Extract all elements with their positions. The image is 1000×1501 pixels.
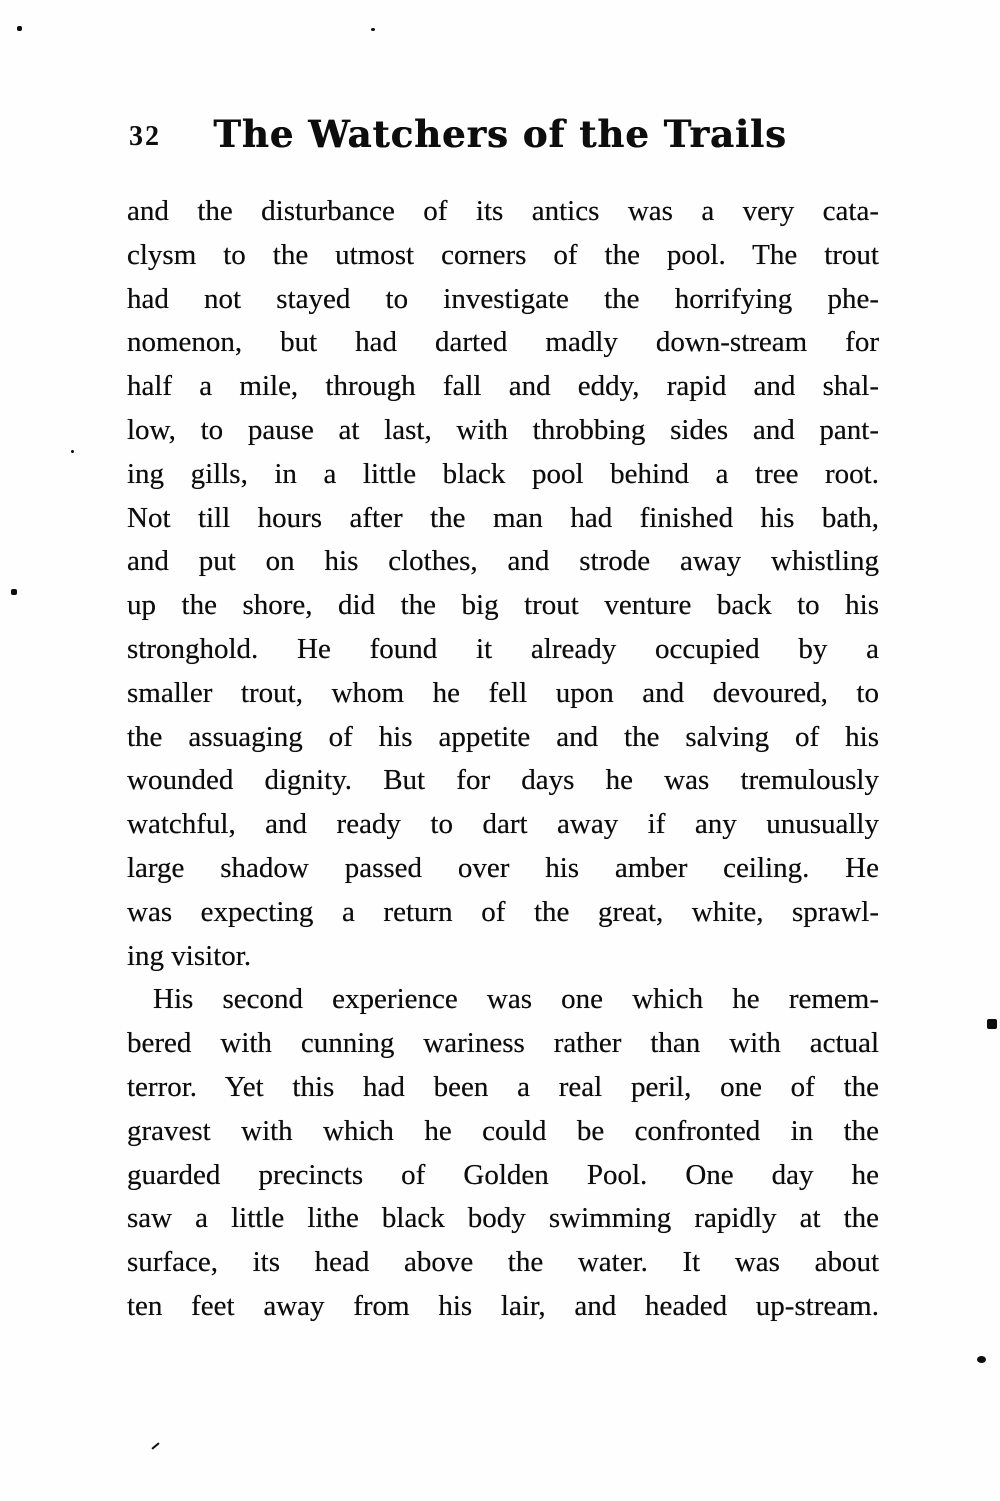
text-line: ten feet away from his lair, and headed up-stream. [127, 1289, 879, 1322]
text-line: and the disturbance of its antics was a very cata- [127, 195, 879, 227]
text-line: nomenon, but had darted madly down-stream for [127, 326, 879, 359]
scan-speck [71, 450, 74, 453]
text-line: clysm to the utmost corners of the pool. The trout [127, 238, 879, 271]
text-line: and put on his clothes, and strode away whistling [127, 545, 879, 578]
text-line: gravest with which he could be confronted in the [127, 1114, 879, 1147]
text-line: up the shore, did the big trout venture back to his [127, 589, 879, 622]
text-line-paragraph-start: His second experience was one which he remem- [153, 983, 879, 1016]
scan-speck [987, 1019, 997, 1029]
running-header-title: The Watchers of the Trails [213, 112, 787, 156]
text-line: guarded precincts of Golden Pool. One day he [127, 1158, 879, 1191]
scan-speck [11, 589, 17, 595]
scan-speck [977, 1356, 986, 1363]
text-line: Not till hours after the man had finished his bath, [127, 501, 879, 534]
text-line: stronghold. He found it already occupied by a [127, 632, 879, 665]
text-line: half a mile, through fall and eddy, rapid and shal- [127, 370, 879, 403]
text-line: surface, its head above the water. It was about [127, 1246, 879, 1279]
scan-slash-mark [151, 1442, 159, 1449]
text-line: was expecting a return of the great, white, sprawl- [127, 895, 879, 928]
text-line: had not stayed to investigate the horrifying phe- [127, 282, 879, 315]
text-line: bered with cunning wariness rather than with actual [127, 1027, 879, 1060]
scan-speck [371, 28, 375, 31]
page-body-text [127, 190, 879, 1329]
text-line: watchful, and ready to dart away if any unusually [127, 808, 879, 841]
text-line: saw a little lithe black body swimming rapidly at the [127, 1202, 879, 1235]
text-line: smaller trout, whom he fell upon and devoured, to [127, 676, 879, 709]
text-line: terror. Yet this had been a real peril, one of the [127, 1070, 879, 1103]
text-line: the assuaging of his appetite and the salving of his [127, 720, 879, 753]
text-line: wounded dignity. But for days he was tremulously [127, 764, 879, 797]
text-line: low, to pause at last, with throbbing sides and pant- [127, 413, 879, 446]
scan-speck [17, 26, 22, 31]
text-line: ing gills, in a little black pool behind a tree root. [127, 457, 879, 490]
text-line-paragraph-end: ing visitor. [127, 939, 252, 972]
page-number: 32 [129, 121, 161, 152]
text-line: large shadow passed over his amber ceiling. He [127, 851, 879, 884]
